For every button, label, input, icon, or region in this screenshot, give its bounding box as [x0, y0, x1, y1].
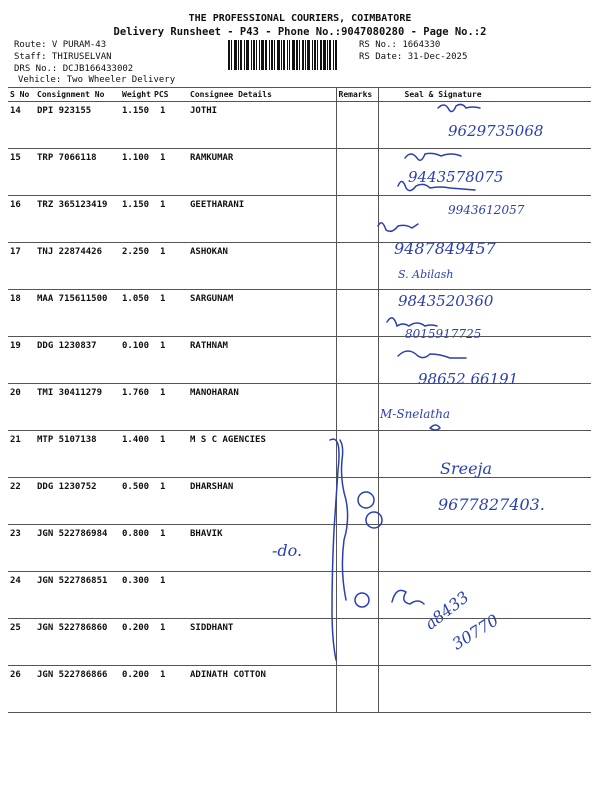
ditto-24: -do.: [272, 541, 303, 560]
cell-consignment: DDG 1230837: [35, 337, 120, 384]
cell-signature: [378, 102, 591, 149]
note-25b: 30770: [448, 610, 502, 654]
table-row: [8, 525, 591, 572]
cell-weight: 0.300: [120, 572, 152, 619]
cell-consignment: DDG 1230752: [35, 478, 120, 525]
cell-consignment: TRP 7066118: [35, 149, 120, 196]
drs-label: DRS No.: DCJB166433002: [14, 64, 134, 74]
cell-pcs: 1: [152, 243, 188, 290]
cell-pcs: 1: [152, 102, 188, 149]
cell-remarks: [336, 572, 378, 619]
table-header-row: [8, 88, 591, 102]
cell-remarks: [336, 431, 378, 478]
cell-remarks: [336, 478, 378, 525]
cell-weight: 0.800: [120, 525, 152, 572]
cell-sno: 19: [8, 337, 35, 384]
cell-sno: 20: [8, 384, 35, 431]
cell-consignee: M S C AGENCIES: [188, 431, 336, 478]
cell-consignment: JGN 522786866: [35, 666, 120, 713]
cell-sno: 25: [8, 619, 35, 666]
cell-remarks: [336, 102, 378, 149]
cell-sno: 22: [8, 478, 35, 525]
table-row: [8, 149, 591, 196]
staff-label: Staff: THIRUSELVAN: [14, 52, 112, 62]
cell-signature: [378, 243, 591, 290]
cell-signature: [378, 572, 591, 619]
cell-signature: [378, 525, 591, 572]
cell-consignee: GEETHARANI: [188, 196, 336, 243]
cell-weight: 0.100: [120, 337, 152, 384]
company-title: THE PROFESSIONAL COURIERS, COIMBATORE: [188, 13, 412, 24]
cell-signature: [378, 337, 591, 384]
cell-consignee: ADINATH COTTON: [188, 666, 336, 713]
table-row: [8, 572, 591, 619]
cell-consignment: MTP 5107138: [35, 431, 120, 478]
phone-16: 9943612057: [448, 203, 525, 217]
phone-23: 9677827403.: [438, 495, 545, 514]
route-label: Route: V PURAM-43: [14, 40, 107, 50]
cell-sno: 15: [8, 149, 35, 196]
cell-pcs: 1: [152, 619, 188, 666]
phone-15: 9443578075: [408, 168, 504, 186]
cell-pcs: 1: [152, 337, 188, 384]
cell-consignee: RAMKUMAR: [188, 149, 336, 196]
cell-sno: 16: [8, 196, 35, 243]
cell-sno: 17: [8, 243, 35, 290]
cell-remarks: [336, 196, 378, 243]
cell-consignee: BHAVIK: [188, 525, 336, 572]
cell-remarks: [336, 384, 378, 431]
cell-weight: 1.760: [120, 384, 152, 431]
cell-sno: 14: [8, 102, 35, 149]
table-row: [8, 478, 591, 525]
cell-signature: [378, 384, 591, 431]
table-row: [8, 619, 591, 666]
cell-pcs: 1: [152, 525, 188, 572]
cell-pcs: 1: [152, 384, 188, 431]
cell-pcs: 1: [152, 666, 188, 713]
cell-remarks: [336, 149, 378, 196]
cell-signature: [378, 666, 591, 713]
col-weight: Weight: [120, 88, 152, 102]
cell-consignee: DHARSHAN: [188, 478, 336, 525]
cell-remarks: [336, 525, 378, 572]
barcode: [228, 40, 353, 70]
cell-weight: 1.400: [120, 431, 152, 478]
table-row: [8, 290, 591, 337]
cell-remarks: [336, 290, 378, 337]
cell-consignee: RATHNAM: [188, 337, 336, 384]
cell-weight: 2.250: [120, 243, 152, 290]
table-row: [8, 666, 591, 713]
cell-weight: 0.500: [120, 478, 152, 525]
cell-sno: 23: [8, 525, 35, 572]
cell-consignment: JGN 522786860: [35, 619, 120, 666]
runsheet-title: Delivery Runsheet - P43 - Phone No.:9047080280 - Page No.:2: [113, 26, 487, 38]
phone-20: 98652 66191: [418, 370, 519, 388]
table-row: [8, 102, 591, 149]
cell-sno: 18: [8, 290, 35, 337]
cell-sno: 26: [8, 666, 35, 713]
runsheet-table: [8, 87, 591, 713]
col-consignee: Consignee Details: [188, 88, 336, 102]
cell-signature: [378, 290, 591, 337]
rs-number: RS No.: 1664330: [359, 40, 441, 50]
cell-consignee: SARGUNAM: [188, 290, 336, 337]
cell-signature: [378, 431, 591, 478]
table-row: [8, 384, 591, 431]
cell-consignment: JGN 522786984: [35, 525, 120, 572]
col-consignment: Consignment No: [35, 88, 120, 102]
cell-consignee: [188, 572, 336, 619]
cell-consignment: TNJ 22874426: [35, 243, 120, 290]
table-row: [8, 196, 591, 243]
cell-pcs: 1: [152, 431, 188, 478]
cell-consignee: MANOHARAN: [188, 384, 336, 431]
cell-consignment: MAA 715611500: [35, 290, 120, 337]
cell-consignment: TMI 30411279: [35, 384, 120, 431]
table-row: [8, 337, 591, 384]
cell-sno: 24: [8, 572, 35, 619]
cell-weight: 0.200: [120, 619, 152, 666]
phone-17: 9487849457: [394, 239, 496, 258]
table-row: [8, 243, 591, 290]
note-25a: a8433: [421, 587, 473, 634]
cell-consignment: JGN 522786851: [35, 572, 120, 619]
cell-pcs: 1: [152, 478, 188, 525]
cell-weight: 0.200: [120, 666, 152, 713]
cell-sno: 21: [8, 431, 35, 478]
phone-14: 9629735068: [448, 122, 544, 140]
cell-consignment: DPI 923155: [35, 102, 120, 149]
cell-consignment: TRZ 365123419: [35, 196, 120, 243]
cell-pcs: 1: [152, 572, 188, 619]
name-22: Sreeja: [440, 459, 493, 478]
col-sno: S No: [8, 88, 35, 102]
cell-remarks: [336, 666, 378, 713]
cell-signature: [378, 196, 591, 243]
col-remarks: Remarks: [336, 88, 378, 102]
name-21: M-Snelatha: [380, 407, 451, 421]
cell-weight: 1.150: [120, 196, 152, 243]
col-seal: Seal & Signature: [378, 88, 591, 102]
cell-remarks: [336, 243, 378, 290]
cell-remarks: [336, 619, 378, 666]
cell-remarks: [336, 337, 378, 384]
cell-signature: [378, 478, 591, 525]
cell-consignee: JOTHI: [188, 102, 336, 149]
col-pcs: PCS: [152, 88, 188, 102]
cell-consignee: SIDDHANT: [188, 619, 336, 666]
vehicle-label: Vehicle: Two Wheeler Delivery: [18, 75, 176, 85]
phone-18: 9843520360: [398, 292, 494, 310]
cell-pcs: 1: [152, 196, 188, 243]
cell-signature: [378, 149, 591, 196]
rs-date: RS Date: 31-Dec-2025: [359, 52, 468, 62]
signature-18: S. Abilash: [398, 268, 454, 281]
cell-pcs: 1: [152, 149, 188, 196]
cell-weight: 1.150: [120, 102, 152, 149]
cell-weight: 1.100: [120, 149, 152, 196]
cell-pcs: 1: [152, 290, 188, 337]
cell-consignee: ASHOKAN: [188, 243, 336, 290]
table-row: [8, 431, 591, 478]
phone-19: 8015917725: [405, 327, 482, 341]
cell-weight: 1.050: [120, 290, 152, 337]
cell-signature: [378, 619, 591, 666]
